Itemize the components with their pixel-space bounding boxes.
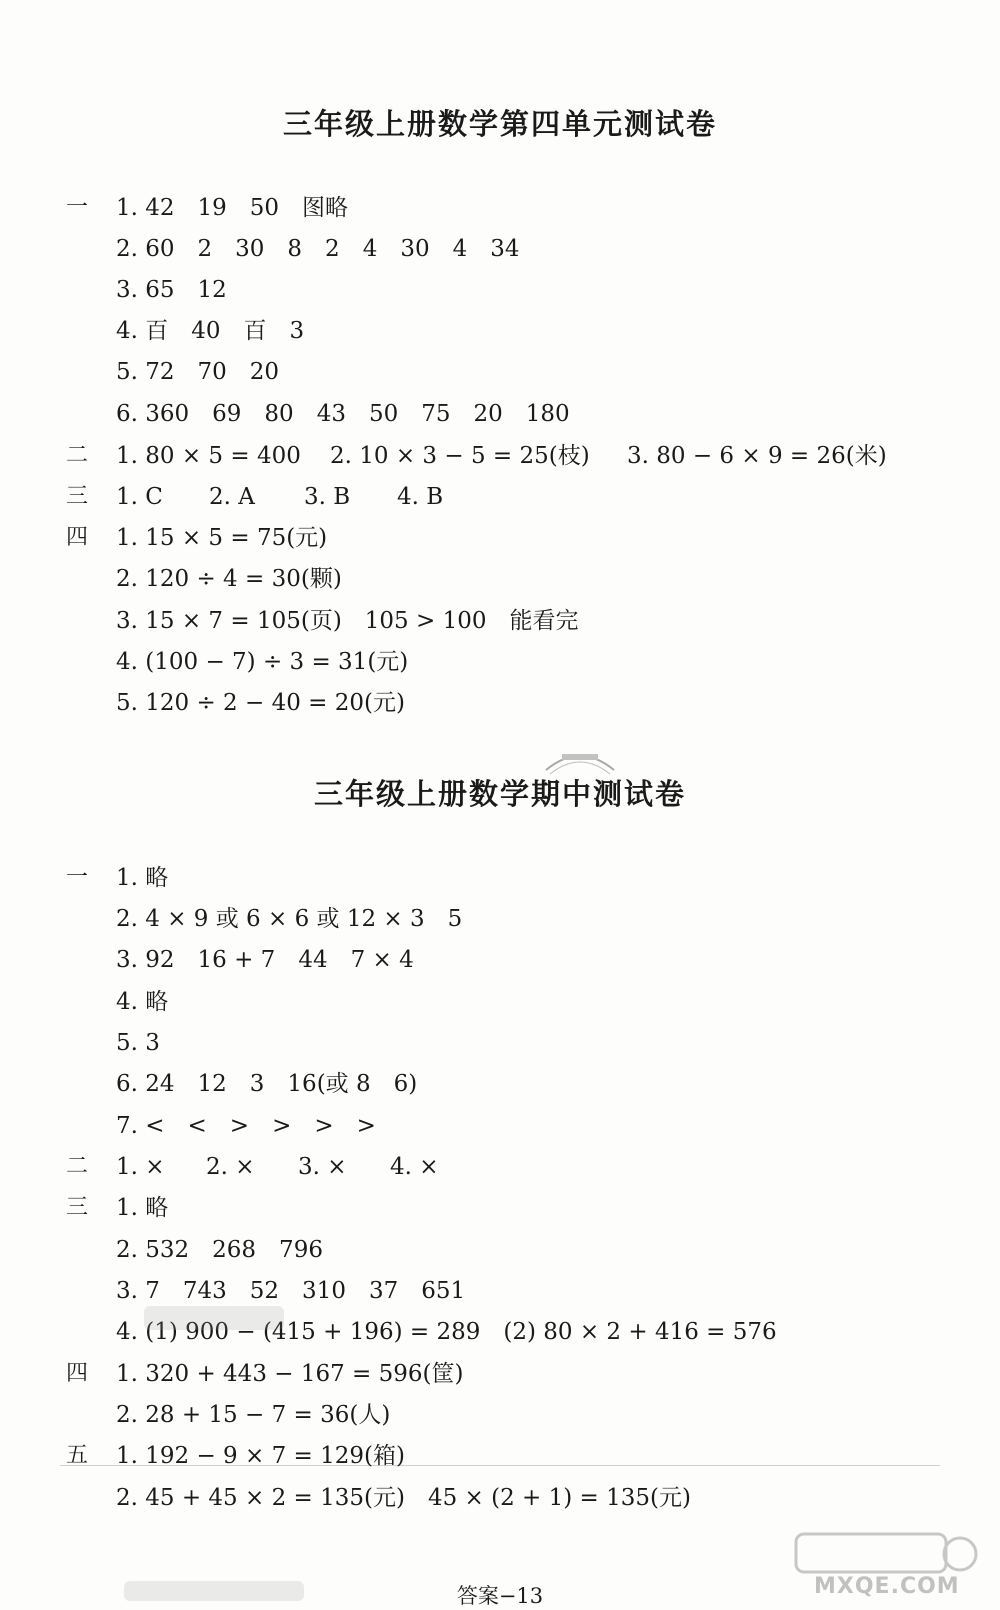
answer-text: 5. 120 ÷ 2 − 40 = 20(元) (116, 690, 405, 716)
answer-text: 3. 15 × 7 = 105(页) 105 > 100 能看完 (116, 608, 579, 634)
answer-row (0, 647, 1000, 677)
answer-text: 2. 60 2 30 8 2 4 30 4 34 (116, 236, 520, 262)
answer-text: 3. 7 743 52 310 37 651 (116, 1278, 466, 1304)
answer-text: 2. 120 ÷ 4 = 30(颗) (116, 566, 342, 592)
answer-row (0, 399, 1000, 429)
answer-row (0, 1193, 1000, 1223)
answer-row (0, 945, 1000, 975)
answer-text: 5. 72 70 20 (116, 359, 280, 385)
answer-text: 6. 360 69 80 43 50 75 20 180 (116, 401, 570, 427)
answer-text: 5. 3 (116, 1030, 160, 1056)
answer-text: 7. < < > > > > (116, 1113, 376, 1139)
answer-row (0, 482, 1000, 512)
answer-row (0, 987, 1000, 1017)
answer-text: 4. 百 40 百 3 (116, 318, 305, 344)
answer-row (0, 316, 1000, 346)
section-label: 二 (66, 1154, 89, 1179)
answer-text: 1. 320 + 443 − 167 = 596(筐) (116, 1361, 464, 1387)
answer-row (0, 1359, 1000, 1389)
answer-text: 1. 80 × 5 = 400 (116, 443, 301, 469)
section-label: 三 (66, 1195, 89, 1220)
answer-row (0, 1483, 1000, 1513)
answer-text: 1. 42 19 50 图略 (116, 195, 349, 221)
answer-row (0, 441, 1000, 471)
answer-text: 4. 略 (116, 989, 169, 1015)
answer-row (0, 1111, 1000, 1141)
answer-text: 2. 45 + 45 × 2 = 135(元) 45 × (2 + 1) = 135(元) (116, 1485, 691, 1511)
answer-row (0, 863, 1000, 893)
section-label: 四 (66, 525, 89, 550)
answer-text: 3. 92 16 + 7 44 7 × 4 (116, 947, 414, 973)
answer-text: 4. B (397, 484, 444, 510)
answer-text: 2. × (206, 1154, 255, 1180)
answer-row (0, 1152, 1000, 1182)
section-label: 四 (66, 1361, 89, 1386)
answer-text: 1. C (116, 484, 163, 510)
answer-text: 3. × (298, 1154, 347, 1180)
answer-row (0, 523, 1000, 553)
answer-row (0, 1441, 1000, 1471)
answer-text: 4. (1) 900 − (415 + 196) = 289 (2) 80 × 2 + 416 = 576 (116, 1319, 777, 1345)
answer-row (0, 1028, 1000, 1058)
section-label: 一 (66, 195, 89, 220)
answer-text: 1. 略 (116, 865, 169, 891)
answer-row (0, 564, 1000, 594)
answer-text: 1. × (116, 1154, 165, 1180)
answer-row (0, 1235, 1000, 1265)
unit4-title: 三年级上册数学第四单元测试卷 (282, 107, 717, 141)
answer-text: 3. 65 12 (116, 277, 227, 303)
answer-text: 2. 10 × 3 − 5 = 25(枝) (330, 443, 590, 469)
answer-row (0, 1069, 1000, 1099)
answer-text: 1. 略 (116, 1195, 169, 1221)
answer-row (0, 193, 1000, 223)
answer-text: 3. 80 − 6 × 9 = 26(米) (627, 443, 887, 469)
section-label: 一 (66, 865, 89, 890)
watermark-smudge-icon (140, 1298, 290, 1338)
answer-text: 2. 532 268 796 (116, 1237, 323, 1263)
answer-text: 2. 28 + 15 − 7 = 36(人) (116, 1402, 391, 1428)
watermark-text: MXQE.COM (814, 1574, 960, 1599)
midterm-title: 三年级上册数学期中测试卷 (313, 777, 686, 811)
answer-row (0, 357, 1000, 387)
section-label: 三 (66, 484, 89, 509)
answer-text: 2. 4 × 9 或 6 × 6 或 12 × 3 5 (116, 906, 463, 932)
answer-text: 1. 15 × 5 = 75(元) (116, 525, 328, 551)
answer-row (0, 275, 1000, 305)
answer-row (0, 606, 1000, 636)
section-label: 五 (66, 1443, 89, 1468)
page-number: 答案−13 (456, 1584, 544, 1608)
answer-text: 2. A (209, 484, 255, 510)
answer-row (0, 904, 1000, 934)
answer-row (0, 1400, 1000, 1430)
section-label: 二 (66, 443, 89, 468)
answer-row (0, 234, 1000, 264)
answer-text: 4. × (390, 1154, 439, 1180)
answer-text: 3. B (304, 484, 351, 510)
answer-text: 4. (100 − 7) ÷ 3 = 31(元) (116, 649, 409, 675)
answer-text: 1. 192 − 9 × 7 = 129(箱) (116, 1443, 405, 1469)
answer-row (0, 688, 1000, 718)
answer-text: 6. 24 12 3 16(或 8 6) (116, 1071, 418, 1097)
